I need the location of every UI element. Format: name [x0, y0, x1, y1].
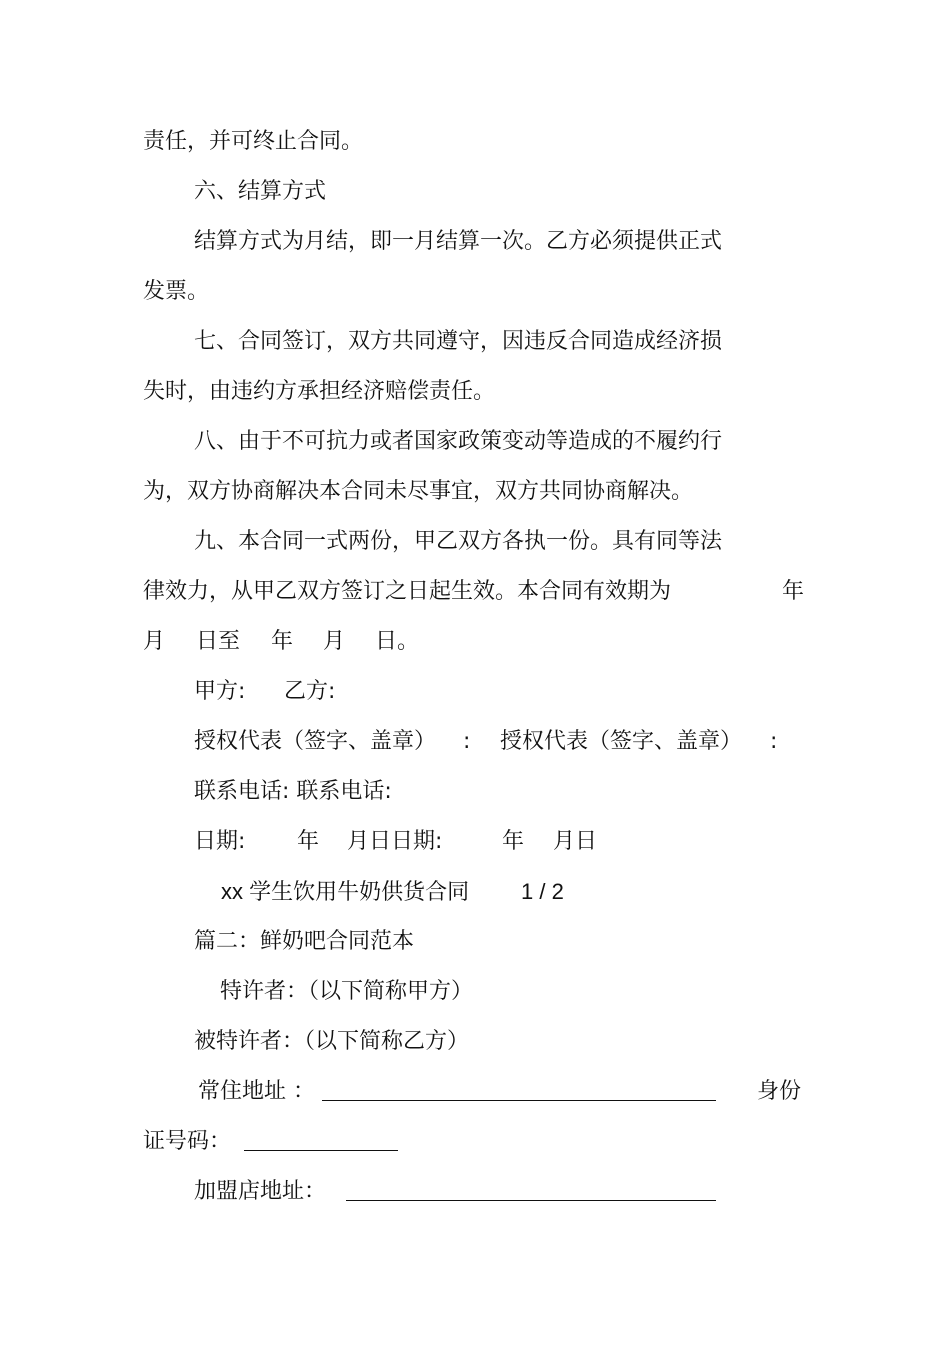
id-label-start: 身份: [757, 1079, 802, 1104]
rep-b-label: 授权代表（签字、盖章）: [500, 729, 743, 754]
rep-a-label: 授权代表（签字、盖章）: [194, 729, 437, 754]
part-two-title: 篇二：鲜奶吧合同范本: [194, 929, 415, 954]
id-label-end: 证号码：: [143, 1129, 232, 1154]
address-label: 常住地址 ：: [198, 1079, 315, 1104]
rep-a-colon: :: [463, 729, 471, 754]
paragraph-line: 九、本合同一式两份，甲乙双方各执一份。具有同等法: [194, 529, 723, 554]
date-year-word: 年: [782, 579, 805, 604]
date-year-word: 年: [271, 629, 294, 654]
party-b-label: 乙方:: [284, 679, 336, 704]
date-b-year: 年: [502, 829, 525, 854]
date-a-label: 日期:: [194, 829, 246, 854]
paragraph-line: 七、合同签订，双方共同遵守，因违反合同造成经济损: [194, 329, 723, 354]
phone-labels: 联系电话: 联系电话:: [194, 779, 392, 804]
store-address-blank: [346, 1178, 716, 1206]
date-a-rest: 月日日期:: [347, 829, 443, 854]
date-a-year: 年: [297, 829, 320, 854]
paragraph-line: 八、由于不可抗力或者国家政策变动等造成的不履约行: [194, 429, 723, 454]
paragraph-line: 失时，由违约方承担经济赔偿责任。: [143, 379, 496, 404]
date-month-word: 月: [143, 629, 166, 654]
store-address-label: 加盟店地址：: [194, 1179, 327, 1204]
date-b-rest: 月日: [553, 829, 598, 854]
id-number-blank: [244, 1128, 398, 1156]
franchisee-line: 被特许者：（以下简称乙方）: [194, 1029, 470, 1054]
footer-title: xx 学生饮用牛奶供货合同: [221, 879, 470, 904]
paragraph-line: 为，双方协商解决本合同未尽事宜，双方共同协商解决。: [143, 479, 694, 504]
date-month-word: 月: [323, 629, 346, 654]
address-blank: [322, 1078, 716, 1106]
party-a-label: 甲方:: [194, 679, 246, 704]
date-day-to-word: 日至: [196, 629, 241, 654]
paragraph-line: 责任，并可终止合同。: [143, 129, 364, 154]
date-day-word: 日。: [375, 629, 420, 654]
paragraph-line: 发票。: [143, 279, 210, 304]
franchisor-line: 特许者：（以下简称甲方）: [220, 979, 474, 1004]
rep-b-colon: :: [770, 729, 778, 754]
footer-page-number: 1 / 2: [521, 879, 564, 904]
section-heading: 六、结算方式: [194, 179, 327, 204]
paragraph-line: 律效力，从甲乙双方签订之日起生效。本合同有效期为: [143, 579, 672, 604]
paragraph-line: 结算方式为月结，即一月结算一次。乙方必须提供正式: [194, 229, 723, 254]
